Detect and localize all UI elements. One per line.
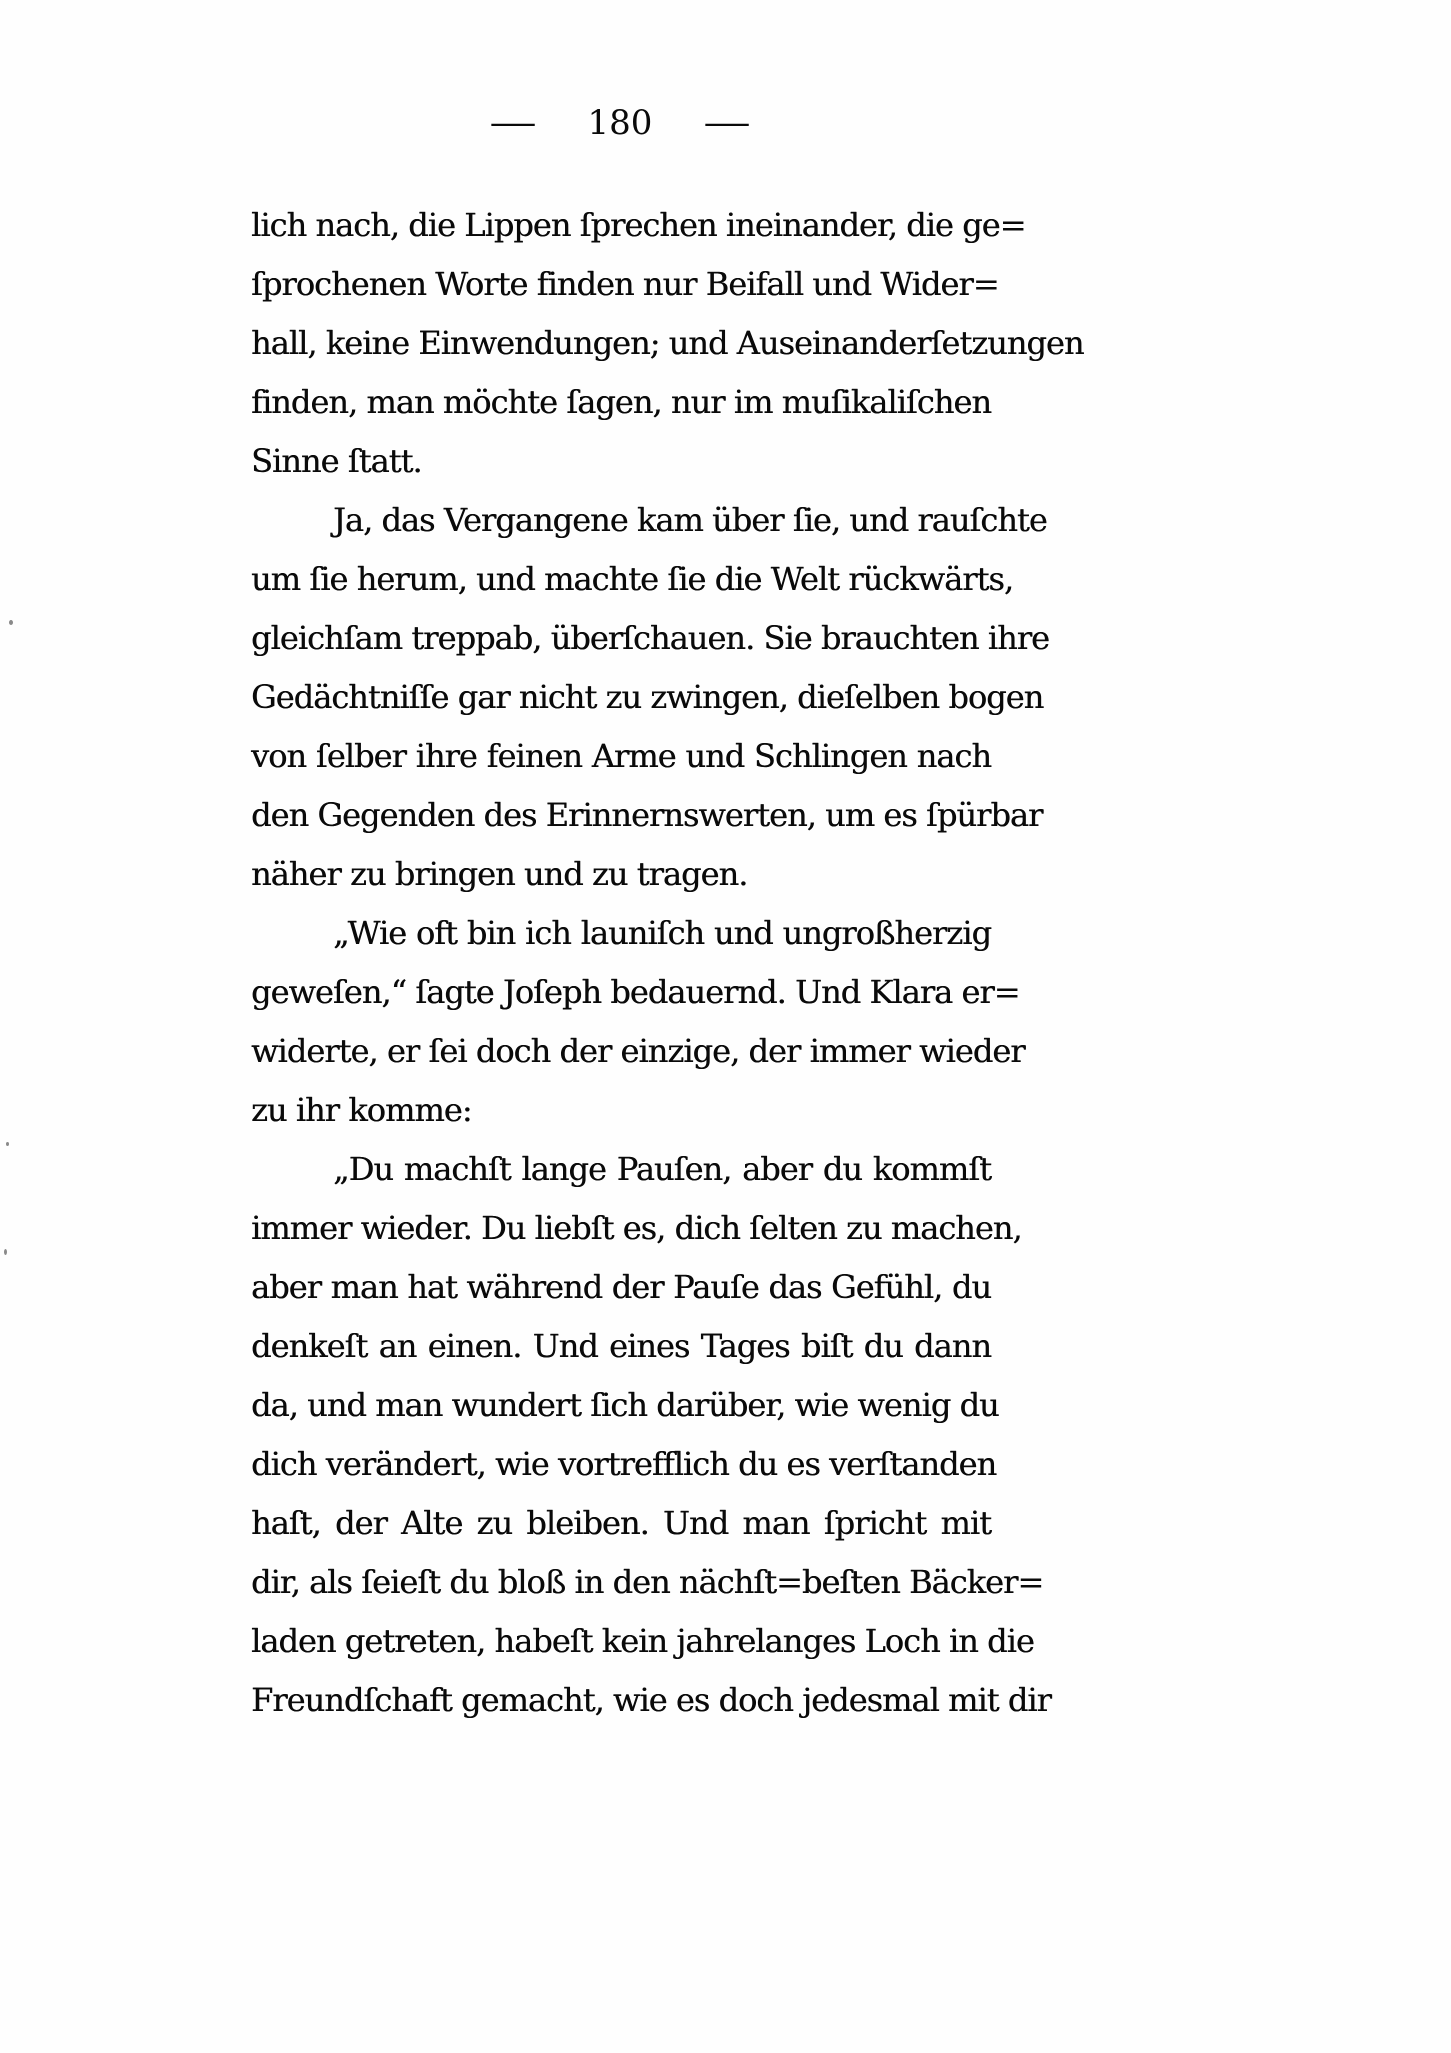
paragraph-1 (251, 196, 1084, 491)
text-line: dir, als ſeieſt du bloß in den nächſt=beſten Bäcker= (251, 1563, 1044, 1601)
scan-speck (9, 620, 13, 625)
page-number: 180 (587, 103, 653, 143)
text-line: „Du machſt lange Pauſen, aber du kommſt (333, 1150, 991, 1188)
scan-speck (6, 1142, 9, 1146)
paragraph-2 (251, 491, 1050, 904)
text-line: denkeſt an einen. Und eines Tages biſt du dann (251, 1327, 991, 1365)
text-line: Ja, das Vergangene kam über ſie, und rauſchte (333, 501, 1047, 539)
text-line: „Wie oft bin ich launiſch und ungroßherzig (333, 914, 991, 952)
text-line: Sinne ſtatt. (251, 442, 422, 480)
page-header (250, 103, 990, 143)
text-line: immer wieder. Du liebſt es, dich ſelten zu machen, (251, 1209, 1022, 1247)
text-line: haſt, der Alte zu bleiben. Und man ſpricht mit (251, 1504, 991, 1542)
paragraph-3 (251, 904, 1025, 1140)
text-line: den Gegenden des Erinnernswerten, um es ſpürbar (251, 796, 1043, 834)
text-line: um ſie herum, und machte ſie die Welt rückwärts, (251, 560, 1014, 598)
text-line: ſprochenen Worte finden nur Beifall und Wider= (251, 265, 999, 303)
text-line: von ſelber ihre feinen Arme und Schlingen nach (251, 737, 991, 775)
scan-speck (4, 1249, 7, 1255)
text-block (251, 196, 1084, 1730)
header-dash-right: — (703, 103, 752, 143)
text-line: da, und man wundert ſich darüber, wie wenig du (251, 1386, 999, 1424)
text-line: laden getreten, habeſt kein jahrelanges Loch in die (251, 1622, 1034, 1660)
text-line: widerte, er ſei doch der einzige, der immer wieder (251, 1032, 1025, 1070)
text-line: hall, keine Einwendungen; und Auseinanderſetzungen (251, 324, 1084, 362)
text-line: lich nach, die Lippen ſprechen ineinander, die ge= (251, 206, 1026, 244)
header-dash-left: — (488, 103, 537, 143)
text-line: finden, man möchte ſagen, nur im muſikaliſchen (251, 383, 991, 421)
text-line: Freundſchaft gemacht, wie es doch jedesmal mit dir (251, 1681, 1051, 1719)
text-line: geweſen,“ ſagte Joſeph bedauernd. Und Klara er= (251, 973, 1020, 1011)
paragraph-4 (251, 1140, 1051, 1730)
text-line: näher zu bringen und zu tragen. (251, 855, 748, 893)
text-line: zu ihr komme: (251, 1091, 472, 1129)
text-line: Gedächtniſſe gar nicht zu zwingen, dieſelben bogen (251, 678, 1044, 716)
text-line: gleichſam treppab, überſchauen. Sie brauchten ihre (251, 619, 1050, 657)
text-line: dich verändert, wie vortrefflich du es verſtanden (251, 1445, 997, 1483)
text-line: aber man hat während der Pauſe das Gefühl, du (251, 1268, 991, 1306)
